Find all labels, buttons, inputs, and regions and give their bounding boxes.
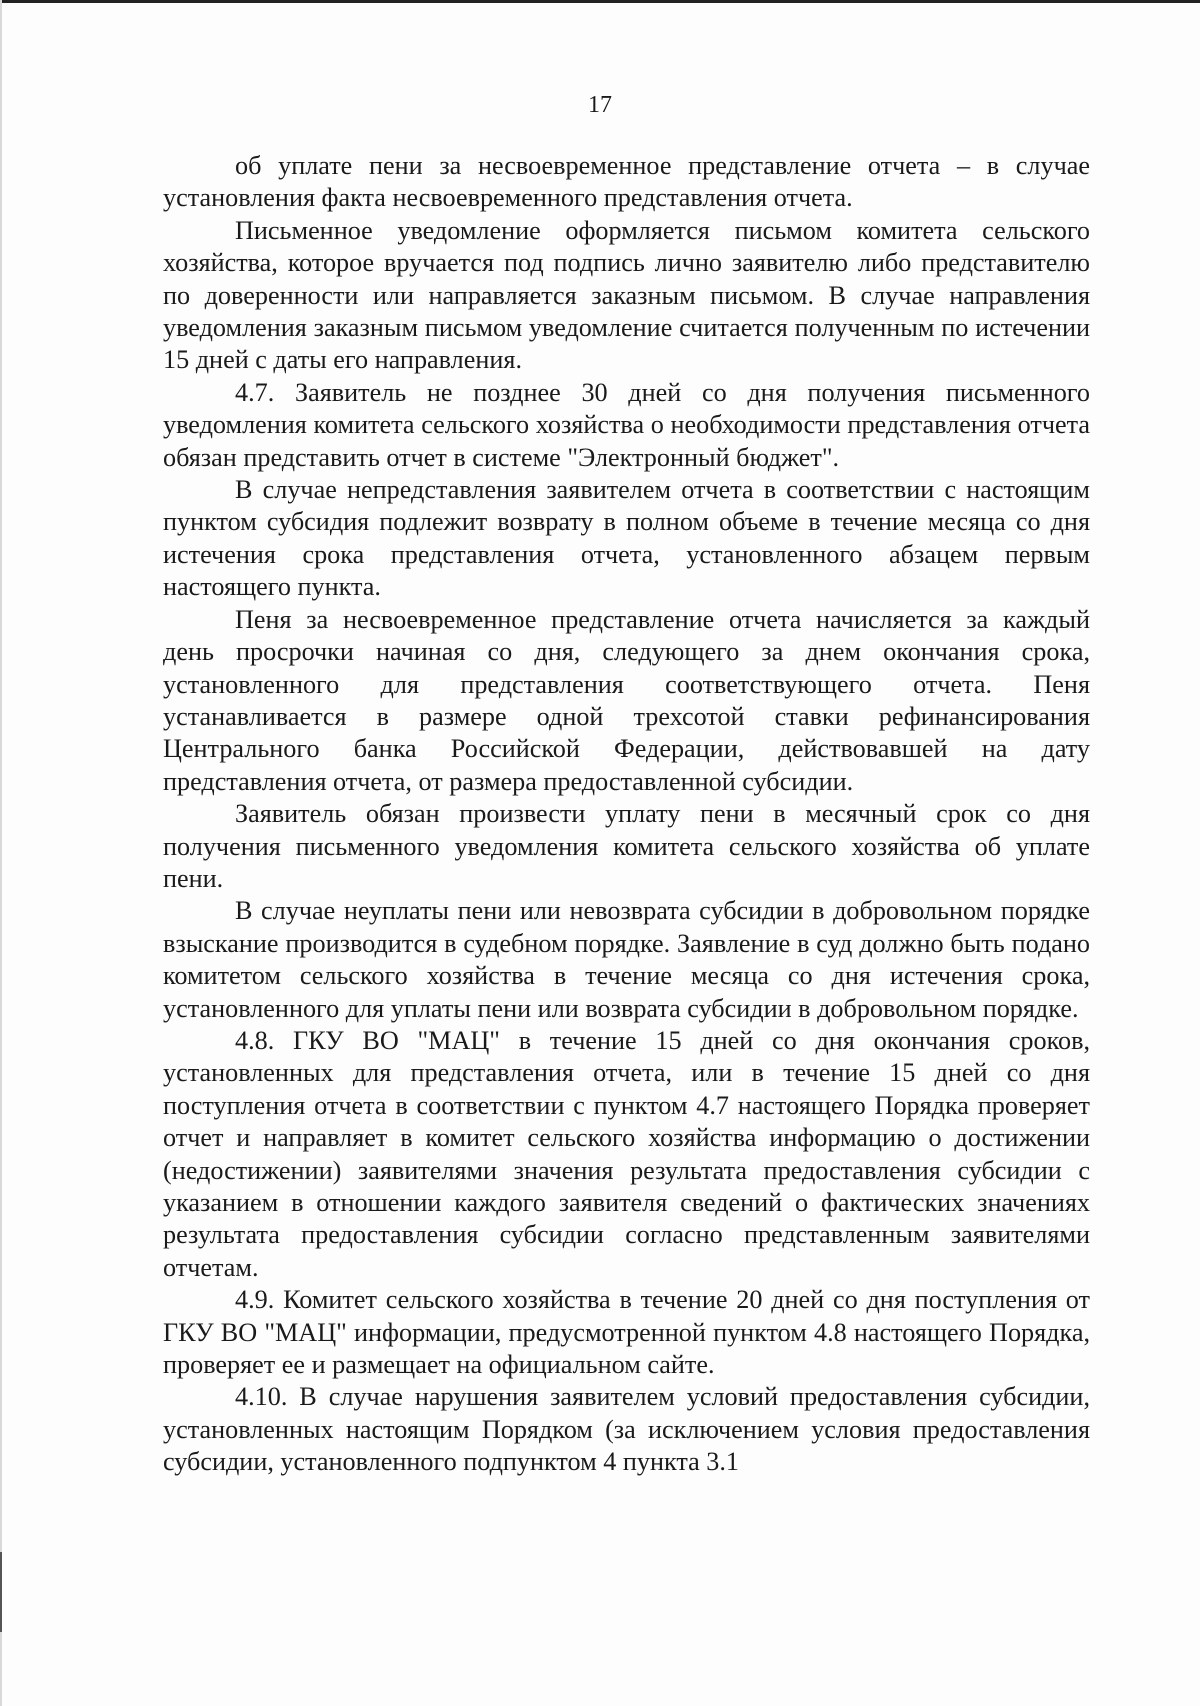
paragraph: В случае непредставления заявителем отчета в соответствии с настоящим пунктом субсидия подлежит возврату в полном объеме в течение месяца со дня истечения срока представления отчета, установленного абзацем первым настоящего пункта. — [163, 475, 1090, 602]
paragraph: Заявитель обязан произвести уплату пени в месячный срок со дня получения письменного уведомления комитета сельского хозяйства об уплате пени. — [163, 799, 1090, 893]
paragraph: Пеня за несвоевременное представление отчета начисляется за каждый день просрочки начиная со дня, следующего за днем окончания срока, установленного для представления соответствующего отчета. Пеня устанавливается в размере одной трехсотой ставки рефинансирования Центрального банка Российской Федерации, действовавшей на дату представления отчета, от размера предоставленной субсидии. — [163, 604, 1090, 796]
document-body — [163, 150, 1090, 1479]
paragraph-4-9: 4.9. Комитет сельского хозяйства в течение 20 дней со дня поступления от ГКУ ВО "МАЦ" информации, предусмотренной пунктом 4.8 настоящего Порядка, проверяет ее и размещает на официальном сайте. — [163, 1285, 1090, 1380]
paragraph: В случае неуплаты пени или невозврата субсидии в добровольном порядке взыскание производится в судебном порядке. Заявление в суд должно быть подано комитетом сельского хозяйства в течение месяца со дня истечения срока, установленного для уплаты пени или возврата субсидии в добровольном порядке. — [163, 896, 1090, 1023]
scan-border-top — [0, 0, 1200, 3]
paragraph-4-7: 4.7. Заявитель не позднее 30 дней со дня получения письменного уведомления комитета сельского хозяйства о необходимости представления отчета обязан представить отчет в системе "Электронный бюджет". — [163, 377, 1090, 472]
paragraph: Письменное уведомление оформляется письмом комитета сельского хозяйства, которое вручается под подпись лично заявителю либо представителю по доверенности или направляется заказным письмом. В случае направления уведомления заказным письмом уведомление считается полученным по истечении 15 дней с даты его направления. — [163, 215, 1090, 375]
paragraph-4-10: 4.10. В случае нарушения заявителем условий предоставления субсидии, установленных настоящим Порядком (за исключением условия предоставления субсидии, установленного подпунктом 4 пункта 3.1 — [163, 1382, 1090, 1477]
scan-border-left — [0, 0, 2, 1706]
scan-mark-left — [0, 1552, 2, 1632]
page-number: 17 — [588, 92, 612, 118]
paragraph-4-8: 4.8. ГКУ ВО "МАЦ" в течение 15 дней со дня окончания сроков, установленных для представления отчета, или в течение 15 дней со дня поступления отчета в соответствии с пунктом 4.7 настоящего Порядка проверяет отчет и направляет в комитет сельского хозяйства информацию о достижении (недостижении) заявителями значения результата предоставления субсидии с указанием в отношении каждого заявителя сведений о фактических значениях результата предоставления субсидии согласно представленным заявителями отчетам. — [163, 1025, 1090, 1282]
paragraph-continuation: об уплате пени за несвоевременное представление отчета – в случае установления факта несвоевременного представления отчета. — [163, 151, 1090, 213]
